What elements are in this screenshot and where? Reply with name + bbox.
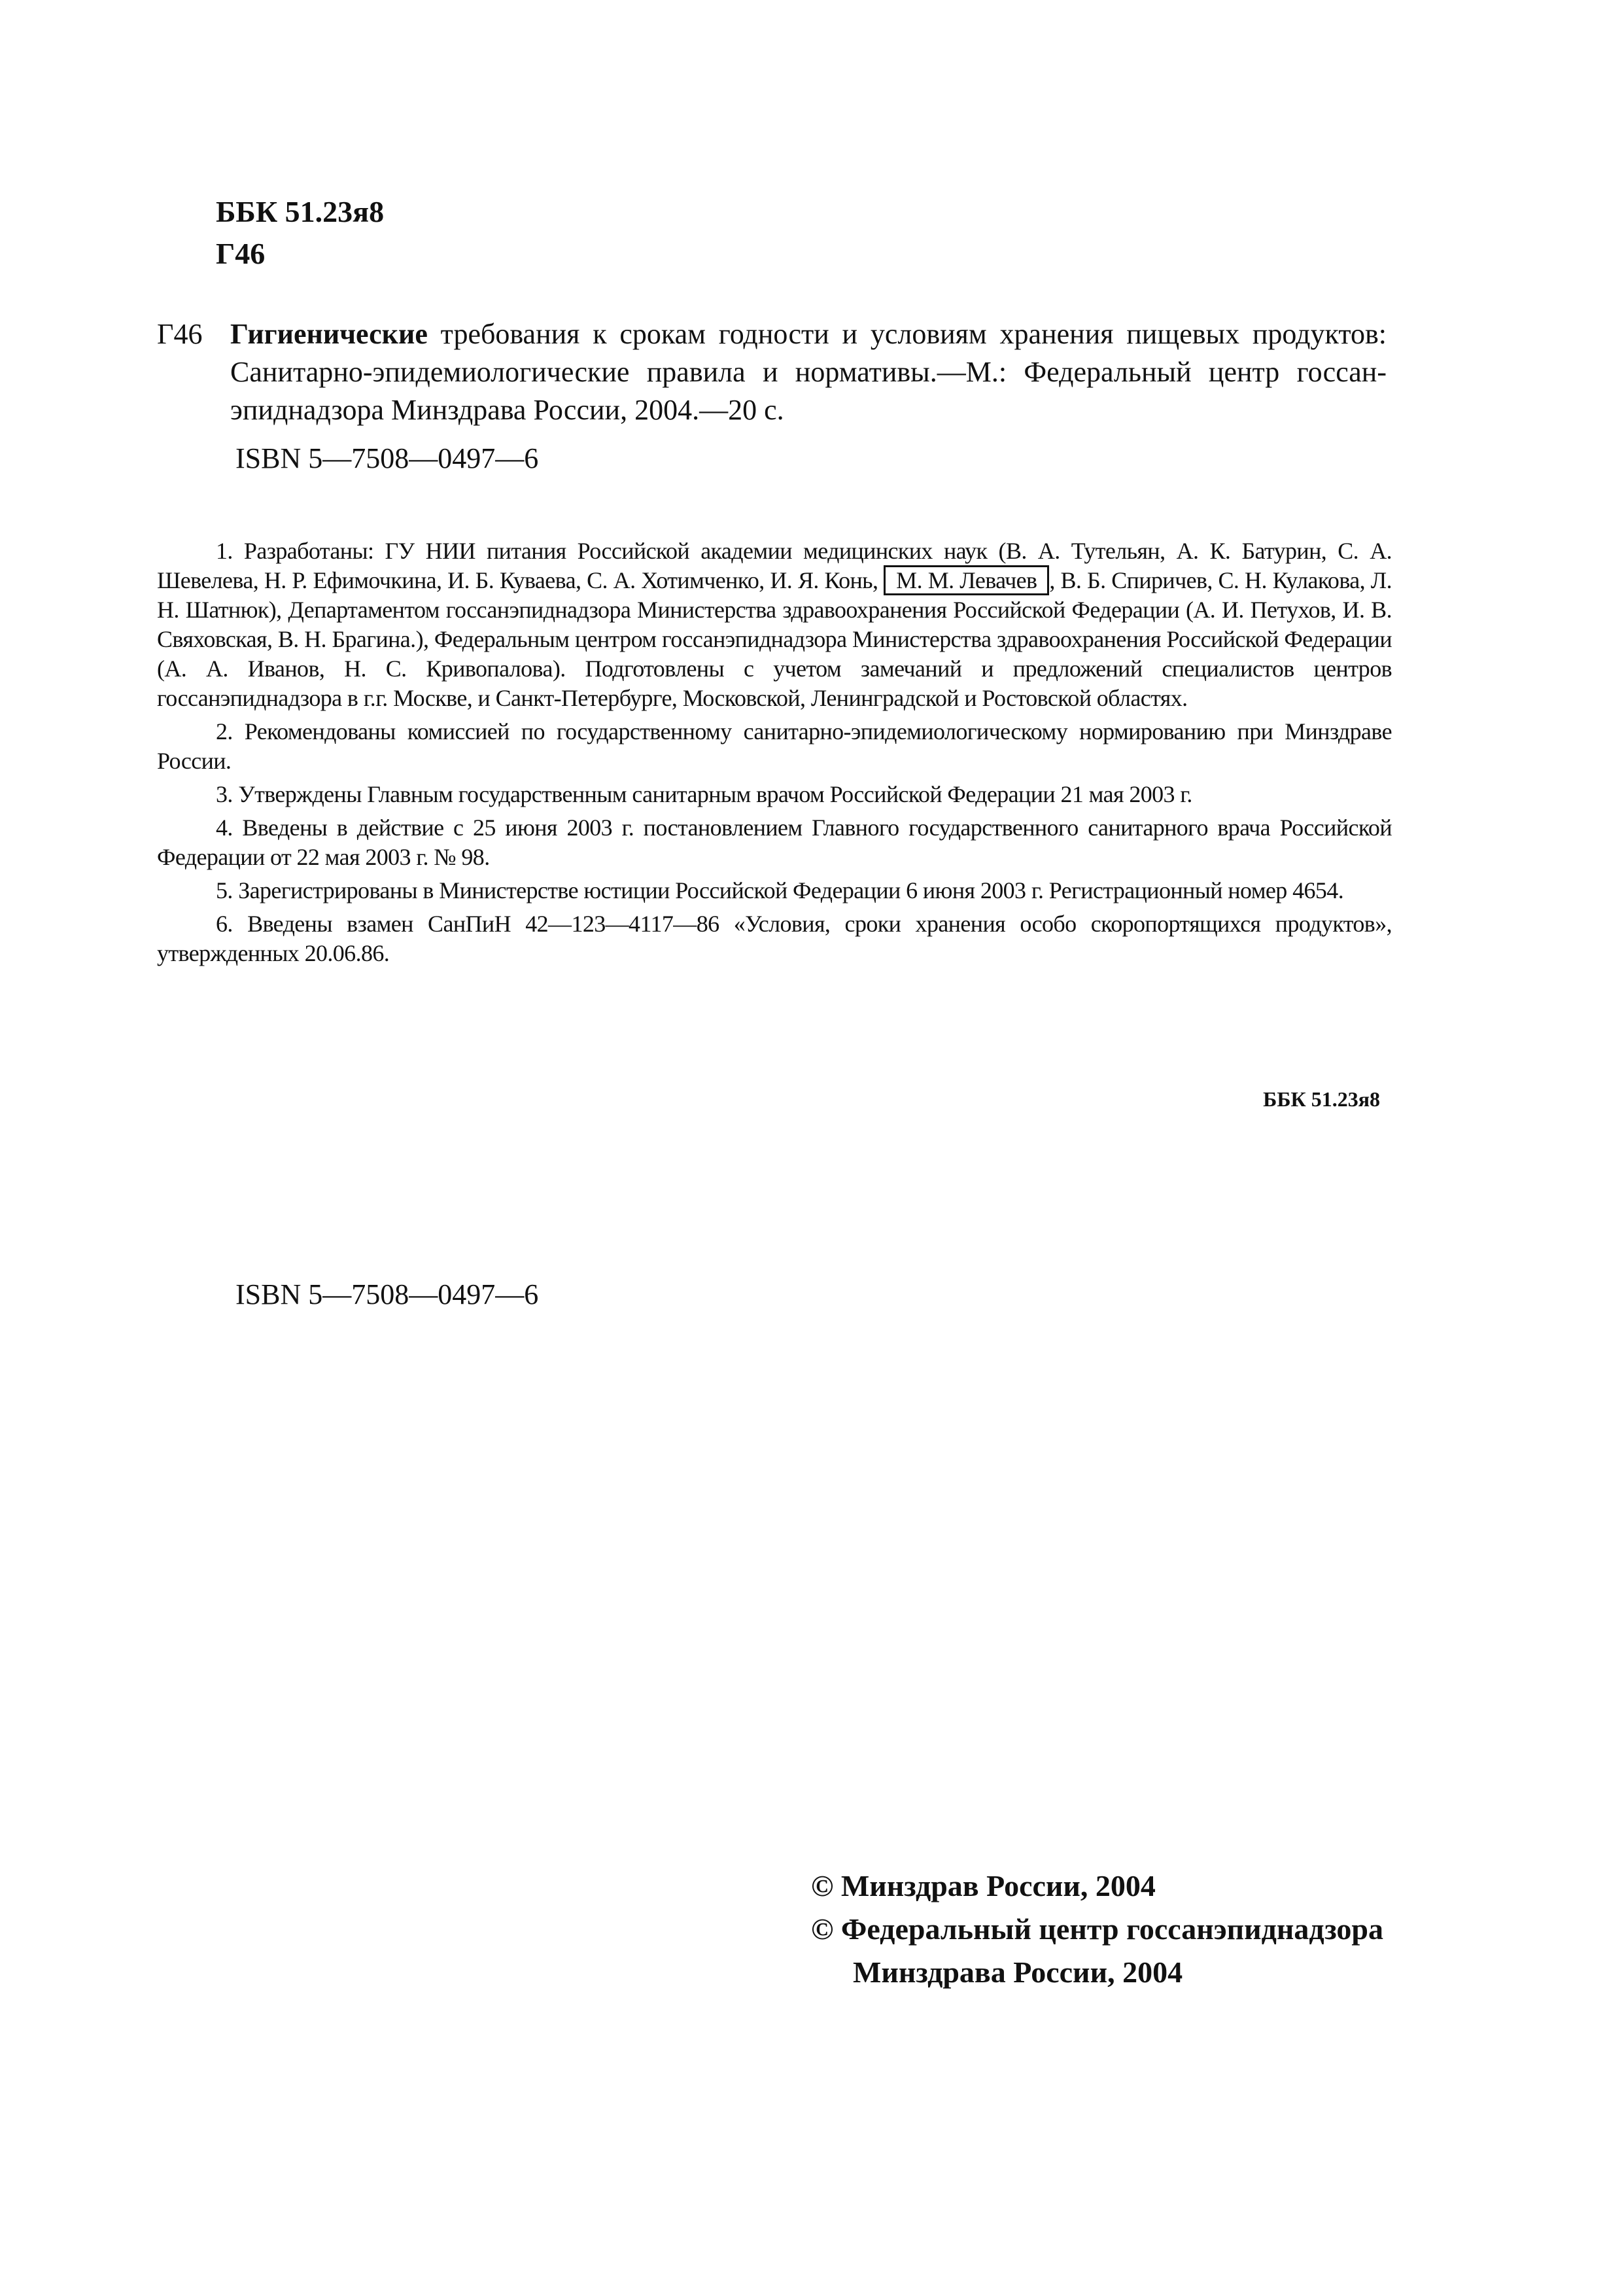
boxed-author-name: М. М. Левачев: [884, 565, 1049, 595]
note-4: 4. Введены в действие с 25 июня 2003 г. постановлением Главного государственного санитарного врача Российской Федерации от 22 мая 2003 г. № 98.: [157, 815, 1392, 870]
author-index: Г46: [216, 237, 266, 270]
note-6: 6. Введены взамен СанПиН 42—123—4117—86 «Условия, сроки хранения особо скоропортящихся продуктов», утвержденных 20.06.86.: [157, 911, 1392, 966]
note-2: 2. Рекомендованы комиссией по государственному санитарно-эпидемиологическому нормированию при Минздраве России.: [157, 718, 1392, 774]
catalog-entry: [157, 315, 1387, 429]
note-3: 3. Утверждены Главным государственным санитарным врачом Российской Федерации 21 мая 2003 г.: [216, 781, 1192, 807]
isbn-bottom: ISBN 5—7508—0497—6: [235, 1278, 539, 1310]
catalog-index: Г46: [157, 318, 203, 350]
bbk-code: ББК 51.23я8: [216, 195, 385, 228]
catalog-description: [230, 315, 1387, 429]
note-1-text: 1. Разработаны: ГУ НИИ питания Российской академии медицинских наук (В. А. Тутельян, А. К. Батурин, С. А. Шевелева, Н. Р. Ефимочкина, И. Б. Куваева, С. А. Хотимченко, И. Я. Конь,: [157, 538, 1392, 593]
catalog-title-rest: требования к срокам годности и условиям хранения пищевых продуктов: Санитарно-эпидемиологические правила и нормативы.—М.: Федеральный центр госсан-эпиднадзора Минздрава России, 2004.—20 с.: [230, 318, 1387, 426]
catalog-title-bold: Гигиенические: [230, 318, 428, 350]
copyright-block: [811, 1865, 1383, 1994]
isbn-top: ISBN 5—7508—0497—6: [235, 442, 539, 474]
note-5: 5. Зарегистрированы в Министерстве юстиции Российской Федерации 6 июня 2003 г. Регистрационный номер 4654.: [216, 877, 1344, 903]
note-1-text-cont: , В. Б. Спиричев, С. Н. Кулакова, Л. Н. Шатнюк), Департаментом госсанэпиднадзора Министерства здравоохранения Российской Федерации (А. И. Петухов, И. В. Свяховская, В. Н. Брагина.), Федеральным центром госсанэпиднадзора Министерства здравоохранения Российской Федерации (А. А. Иванов, Н. С. Кривопалова). Подготовлены с учетом замечаний и предложений специалистов центров госсанэпиднадзора в г.г. Москве, и Санкт-Петербурге, Московской, Ленинградской и Ростовской областях.: [157, 567, 1392, 711]
copyright-line-2: © Федеральный центр госсанэпиднадзора: [811, 1912, 1384, 1946]
publication-notes: [157, 536, 1392, 972]
copyright-line-1: © Минздрав России, 2004: [811, 1869, 1156, 1902]
bbk-classification-header: [216, 191, 384, 275]
bbk-code-bottom: ББК 51.23я8: [1263, 1087, 1380, 1111]
note-1: [157, 536, 1392, 713]
copyright-line-3: Минздрава России, 2004: [853, 1955, 1183, 1989]
